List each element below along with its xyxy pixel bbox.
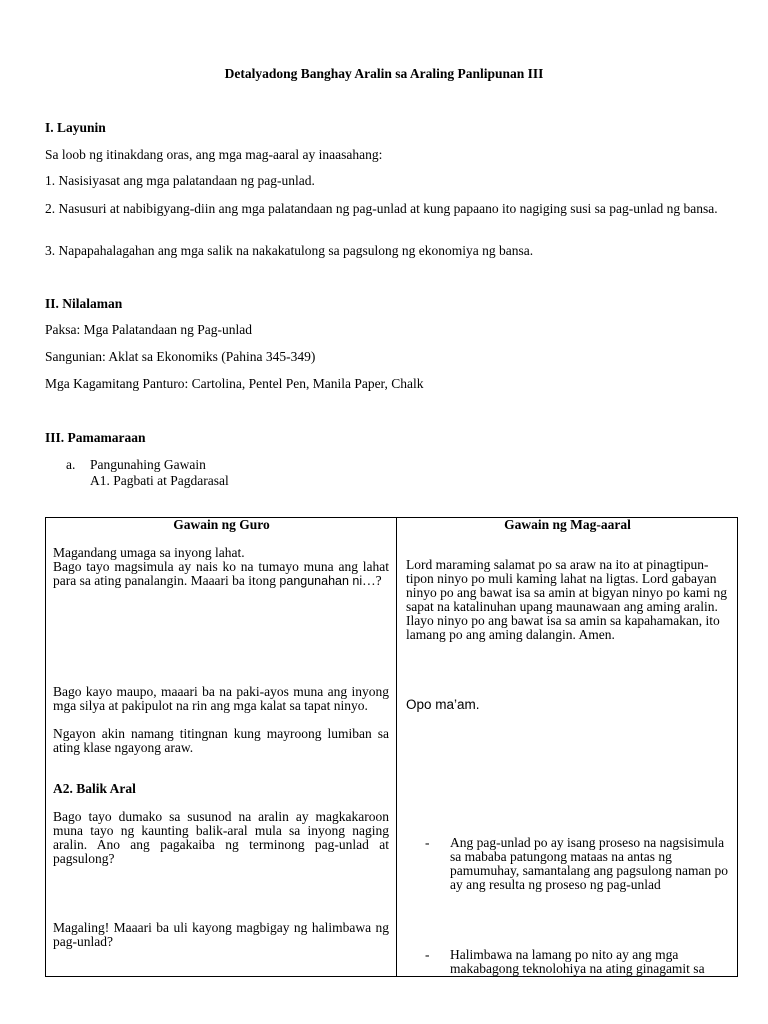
pagbati-label: A1. Pagbati at Pagdarasal (90, 473, 229, 488)
teacher-example-question: Magaling! Maaari ba uli kayong magbigay ng halimbawa ng pag-unlad? (53, 920, 389, 949)
list-dash: - (425, 835, 430, 850)
objective-2: 2. Nasusuri at nabibigyang-diin ang mga palatandaan ng pag-unlad at kung papaano ito nagiging susi sa pag-unlad ng bansa. (45, 201, 718, 216)
student-opo-reply: Opo ma’am. (406, 697, 480, 712)
section-heading-pamamaraan: III. Pamamaraan (45, 430, 146, 445)
layunin-intro: Sa loob ng itinakdang oras, ang mga mag-aaral ay inaasahang: (45, 147, 383, 162)
list-marker-a: a. (66, 457, 76, 472)
teacher-attendance: Ngayon akin namang titingnan kung mayroong lumiban sa ating klase ngayong araw. (53, 726, 389, 755)
lesson-activity-table (45, 517, 738, 977)
teacher-column (46, 518, 397, 977)
pangunahing-gawain-label: Pangunahing Gawain (90, 457, 206, 472)
student-prayer: Lord maraming salamat po sa araw na ito at pinagtipun-tipon ninyo po muli kaming lahat na ligtas. Lord gabayan ninyo po ang bawat isa sa amin at bigyan ninyo po kami ng sapat na katalinuhan upang maunawaan ang aming aralin. Ilayo ninyo po ang bawat isa sa amin sa kapahamakan, ito lamang po ang aming dalangin. Amen. (406, 557, 727, 642)
teacher-prayer-request: Bago tayo magsimula ay nais ko na tumayo muna ang lahat para sa ating panalangin. Maaari ba itong pangunahan ni…? (53, 559, 389, 588)
list-dash: - (425, 947, 430, 962)
student-answer-2-text: Halimbawa na lamang po nito ay ang mga makabagong teknolohiya na ating ginagamit sa (450, 947, 705, 976)
teacher-column-header: Gawain ng Guro (173, 517, 270, 532)
document-title: Detalyadong Banghay Aralin sa Araling Panlipunan III (224, 66, 544, 81)
kagamitan-line: Mga Kagamitang Panturo: Cartolina, Pentel Pen, Manila Paper, Chalk (45, 376, 424, 391)
objective-1: 1. Nasisiyasat ang mga palatandaan ng pag-unlad. (45, 173, 315, 188)
teacher-arrange-seats: Bago kayo maupo, maaari ba na paki-ayos muna ang inyong mga silya at pakipulot na rin ang mga kalat sa tapat ninyo. (53, 684, 389, 713)
teacher-greeting: Magandang umaga sa inyong lahat. (53, 545, 245, 560)
student-column-header: Gawain ng Mag-aaral (504, 517, 631, 532)
section-heading-nilalaman: II. Nilalaman (45, 296, 123, 311)
student-answer-1-text: Ang pag-unlad po ay isang proseso na nagsisimula sa mababa patungong mataas na antas ng pamumuhay, samantalang ang pagsulong naman po ay ang resulta ng proseso ng pag-unlad (450, 835, 729, 892)
teacher-review-question: Bago tayo dumako sa susunod na aralin ay magkakaroon muna tayo ng kaunting balik-aral mula sa inyong naging aralin. Ano ang pagakaiba ng terminong pag-unlad at pagsulong? (53, 809, 389, 866)
student-column (397, 518, 738, 977)
balik-aral-heading: A2. Balik Aral (53, 781, 136, 796)
objective-3: 3. Napapahalagahan ang mga salik na nakakatulong sa pagsulong ng ekonomiya ng bansa. (45, 243, 534, 258)
section-heading-layunin: I. Layunin (45, 120, 106, 135)
sanggunian-line: Sangunian: Aklat sa Ekonomiks (Pahina 345-349) (45, 349, 316, 364)
paksa-line: Paksa: Mga Palatandaan ng Pag-unlad (45, 322, 252, 337)
